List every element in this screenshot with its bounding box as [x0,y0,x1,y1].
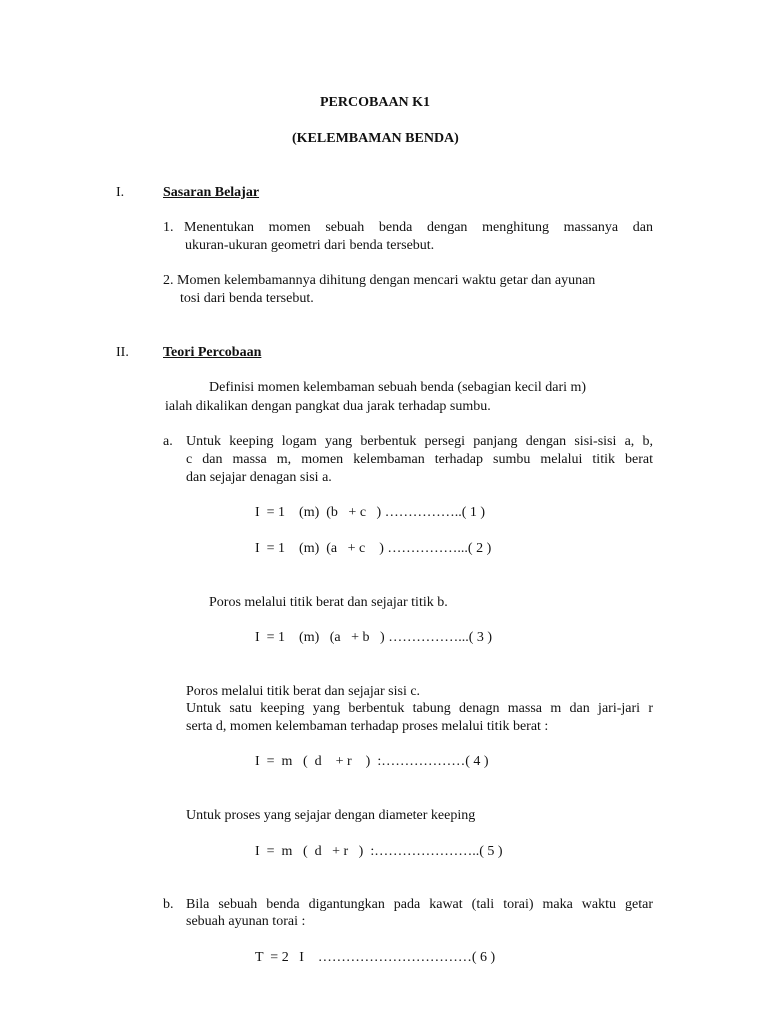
proses-text: Untuk proses yang sejajar dengan diameter keeping [186,808,476,823]
section1-heading: Sasaran Belajar [163,185,260,200]
equation-1: I = 1 (m) (b + c ) ……………..( 1 ) [255,505,486,520]
item-a-line1: Untuk keeping logam yang berbentuk persegi panjang dengan sisi-sisi a, b, [186,434,653,449]
poros-c-text: Poros melalui titik berat dan sejajar sisi c. [186,684,421,699]
page-subtitle: (KELEMBAMAN BENDA) [292,131,459,146]
item-b-line1: Bila sebuah benda digantungkan pada kawat (tali torai) maka waktu getar [186,897,653,912]
tabung-line1: Untuk satu keeping yang berbentuk tabung denagn massa m dan jari-jari r [186,701,653,716]
item-a-label: a. [163,434,173,449]
section2-heading: Teori Percobaan [163,345,262,360]
definition-line2: ialah dikalikan dengan pangkat dua jarak terhadap sumbu. [165,399,491,414]
section1-item1-number: 1. [163,220,174,235]
equation-4: I = m ( d + r ) :………………( 4 ) [255,754,489,769]
section1-number: I. [116,185,125,200]
section1-item2-line2: tosi dari benda tersebut. [180,291,314,306]
definition-line1: Definisi momen kelembaman sebuah benda (sebagian kecil dari m) [209,380,587,395]
item-b-label: b. [163,897,174,912]
section1-item2-line1: 2. Momen kelembamannya dihitung dengan mencari waktu getar dan ayunan [163,273,596,288]
item-a-line3: dan sejajar denagan sisi a. [186,470,332,485]
equation-3: I = 1 (m) (a + b ) ……………...( 3 ) [255,630,493,645]
equation-5: I = m ( d + r ) :…………………..( 5 ) [255,844,503,859]
item-a-line2: c dan massa m, momen kelembaman terhadap sumbu melalui titik berat [186,452,653,467]
section1-item1-line2: ukuran-ukuran geometri dari benda tersebut. [185,238,435,253]
section1-item1-line1: Menentukan momen sebuah benda dengan menghitung massanya dan [184,220,653,235]
page-title: PERCOBAAN K1 [320,95,431,110]
item-b-line2: sebuah ayunan torai : [186,914,306,929]
section2-number: II. [116,345,129,360]
equation-6: T = 2 I ……………………………( 6 ) [255,950,496,965]
poros-b-text: Poros melalui titik berat dan sejajar titik b. [209,595,448,610]
tabung-line2: serta d, momen kelembaman terhadap proses melalui titik berat : [186,719,549,734]
equation-2: I = 1 (m) (a + c ) ……………...( 2 ) [255,541,492,556]
